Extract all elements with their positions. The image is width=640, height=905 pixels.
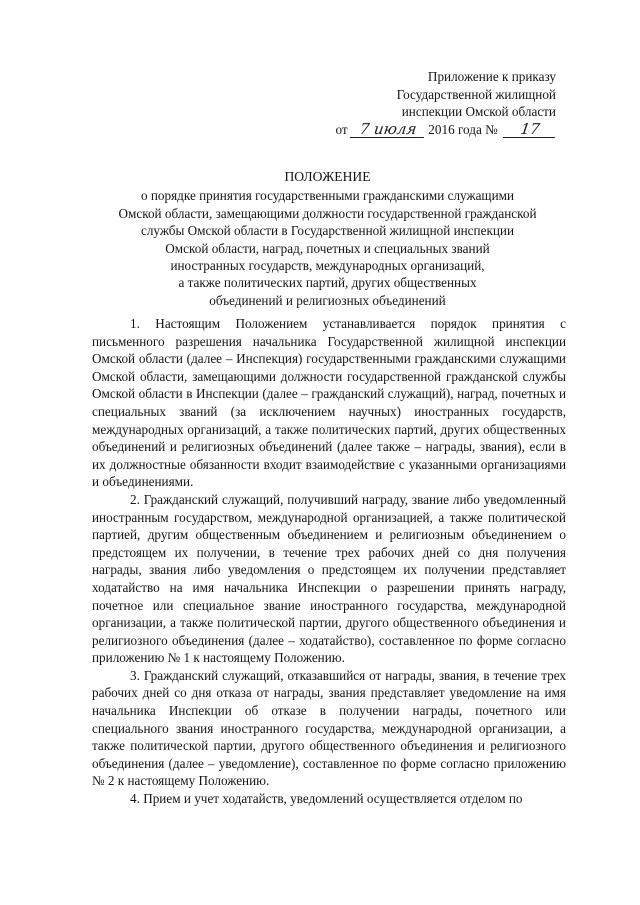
attachment-line: Государственной жилищной — [396, 86, 556, 102]
title-line: а также политических партий, других общественных — [178, 275, 477, 291]
attachment-line: Приложение к приказу — [427, 69, 556, 84]
handwritten-date: 7 июля — [350, 122, 426, 138]
attachment-note — [336, 68, 557, 138]
document-title-block — [90, 168, 565, 309]
paragraph-1: 1. Настоящим Положением устанавливается порядок принятия с письменного разрешения начальника Государственной жилищной инспекции Омской области (далее – Инспекция) государственными гражданскими служащими Омской области, замещающими должности государственной гражданской службы Омской области в Инспекции (далее – гражданский служащий), наград, почетных и специальных званий (за исключением научных) иностранных государств, международных организаций, а также политических партий, других общественных объединений и религиозных объединений (далее также – награды, звания), если в их должностные обязанности входит взаимодействие с указанными организациями и объединениями. — [92, 316, 566, 490]
document-body — [92, 315, 566, 808]
document-title: ПОЛОЖЕНИЕ — [284, 169, 371, 184]
title-line: службы Омской области в Государственной жилищной инспекции — [140, 223, 515, 239]
year-text: 2016 года № — [428, 121, 498, 137]
paragraph-3: 3. Гражданский служащий, отказавшийся от награды, звания, в течение трех рабочих дней со дня отказа от награды, звания представляет уведомление на имя начальника Инспекции об отказе в получении награды, почетного или специального звания иностранного государства, международной организации, а также политической партии, другого общественного объединения и религиозного объединения (далее – уведомление), составленное по форме согласно приложению № 2 к настоящему Положению. — [92, 667, 566, 789]
attachment-line: инспекции Омской области — [401, 104, 556, 119]
title-line: о порядке принятия государственными гражданскими служащими — [140, 188, 515, 204]
paragraph-2: 2. Гражданский служащий, получивший награду, звание либо уведомленный иностранным государством, международной организацией, а также политической партией, другим общественным объединением и религиозным объединением о предстоящем их получении, в течение трех рабочих дней со дня получения награды, звания либо уведомления о предстоящем их получении представляет ходатайство на имя начальника Инспекции о разрешении принять награду, почетное или специальное звание иностранного государства, международной организации, а также политической партии, другого общественного объединения и религиозного объединения (далее – ходатайство), составленное по форме согласно приложению № 1 к настоящему Положению. — [92, 491, 566, 666]
handwritten-order-number: 17 — [503, 122, 557, 138]
order-date-line — [336, 121, 557, 139]
title-line: Омской области, наград, почетных и специальных званий — [165, 240, 490, 256]
title-line: иностранных государств, международных организаций, — [170, 258, 485, 274]
title-line: Омской области, замещающими должности государственной гражданской — [118, 205, 537, 221]
paragraph-4: 4. Прием и учет ходатайств, уведомлений осуществляется отделом по — [130, 791, 523, 807]
date-prefix: от — [335, 121, 348, 137]
title-line: объединений и религиозных объединений — [209, 292, 446, 308]
